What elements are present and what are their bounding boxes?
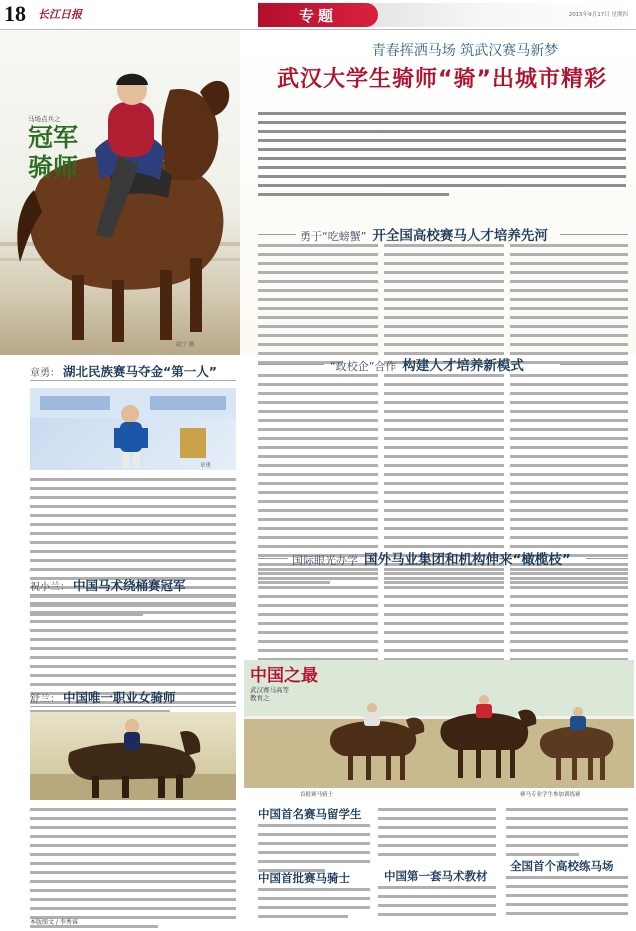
profile-3-photo bbox=[30, 712, 236, 800]
section-2-rule-right bbox=[560, 364, 628, 365]
section-3-title: 国外马业集团和机构伸来“橄榄枝” bbox=[364, 552, 571, 568]
profile-1-name: 章勇： bbox=[30, 368, 60, 379]
profile-2-name: 祝小兰： bbox=[30, 582, 70, 593]
bottom-body-4 bbox=[506, 876, 628, 921]
profile-1-rule bbox=[30, 380, 236, 381]
china-tag-line-2: 武汉赛马高等教育之 bbox=[250, 686, 289, 702]
hero-photo bbox=[0, 30, 240, 355]
hero-photo-caption: 赵宁 摄 bbox=[176, 342, 195, 348]
jockey-on-horse-illustration bbox=[0, 30, 240, 355]
footer-editor: 本版图文 / 李秀睿 bbox=[30, 919, 78, 926]
masthead bbox=[0, 0, 636, 28]
section-3-lead: 国际眼光办学 bbox=[292, 554, 358, 567]
section-3-rule-left bbox=[258, 558, 288, 559]
profile-3-name: 舒兰： bbox=[30, 694, 60, 705]
page-number: 18 bbox=[4, 1, 26, 26]
section-1-col-3 bbox=[510, 244, 628, 370]
issue-date: 2015年9月17日 星期四 bbox=[568, 12, 628, 18]
section-2-title: 构建人才培养新模式 bbox=[402, 358, 524, 374]
section-3-rule-right bbox=[586, 558, 628, 559]
bottom-heading-3: 中国第一套马术教材 bbox=[384, 869, 488, 883]
bottom-body-right bbox=[506, 808, 628, 862]
section-2-rule-left bbox=[258, 364, 324, 365]
profile-1-body bbox=[30, 478, 236, 622]
bottom-heading-4: 全国首个高校练马场 bbox=[510, 859, 614, 873]
column-label-pill bbox=[258, 3, 378, 27]
bottom-heading-2: 中国首批赛马骑士 bbox=[258, 871, 350, 885]
section-1-col-1 bbox=[258, 244, 378, 370]
profile-3-body bbox=[30, 808, 236, 931]
profile-2-rule bbox=[30, 594, 236, 595]
section-1-rule-right bbox=[560, 234, 628, 235]
hero-title: 武汉大学生骑师“骑”出城市精彩 bbox=[277, 67, 607, 92]
profile-2-title: 中国马术绕桶赛冠军 bbox=[73, 578, 186, 593]
profile-2-heading bbox=[30, 576, 186, 594]
section-2-lead: “政校企”合作 bbox=[330, 360, 397, 373]
section-1-rule-left bbox=[258, 234, 296, 235]
feature-caption-left: 首批赛马骑士 bbox=[300, 792, 334, 798]
profile-3-rule bbox=[30, 706, 236, 707]
female-jockey-illustration bbox=[30, 712, 236, 800]
profile-1-title: 湖北民族赛马夺金“第一人” bbox=[63, 364, 217, 379]
section-1-col-2 bbox=[384, 244, 504, 370]
hero-lead-paragraph bbox=[258, 112, 626, 194]
profile-3-heading bbox=[30, 688, 176, 706]
hero-side-tag bbox=[28, 114, 90, 183]
profile-1-heading bbox=[30, 362, 217, 380]
paper-logo: 长江日报 bbox=[38, 9, 82, 21]
section-heading-2 bbox=[330, 354, 524, 374]
column-label: 专题 bbox=[298, 7, 337, 25]
profile-1-photo bbox=[30, 388, 236, 470]
china-first-tag bbox=[250, 666, 320, 732]
section-1-lead: 勇于“吃螃蟹” bbox=[300, 230, 367, 243]
bottom-body-middle bbox=[378, 808, 496, 862]
feature-caption-right: 赛马专业学生参加训练赛 bbox=[520, 792, 581, 798]
profile-1-photo-caption: 章勇 bbox=[200, 463, 212, 469]
jockey-podium-illustration bbox=[30, 388, 236, 470]
profile-3-title: 中国唯一职业女骑师 bbox=[63, 690, 176, 705]
hero-subtitle: 青春挥洒马场 筑武汉赛马新梦 bbox=[371, 43, 559, 59]
bottom-body-3 bbox=[378, 886, 496, 922]
section-1-title: 开全国高校赛马人才培养先河 bbox=[372, 228, 548, 244]
section-heading-1 bbox=[300, 224, 548, 244]
china-tag-line-1: 中国之最 bbox=[250, 666, 318, 686]
side-brush-title: 冠军骑师 bbox=[28, 123, 79, 182]
side-label: 马场点兵之 bbox=[28, 115, 61, 123]
bottom-body-2 bbox=[258, 888, 370, 924]
bottom-heading-1: 中国首名赛马留学生 bbox=[258, 807, 362, 821]
section-heading-3 bbox=[292, 548, 571, 568]
